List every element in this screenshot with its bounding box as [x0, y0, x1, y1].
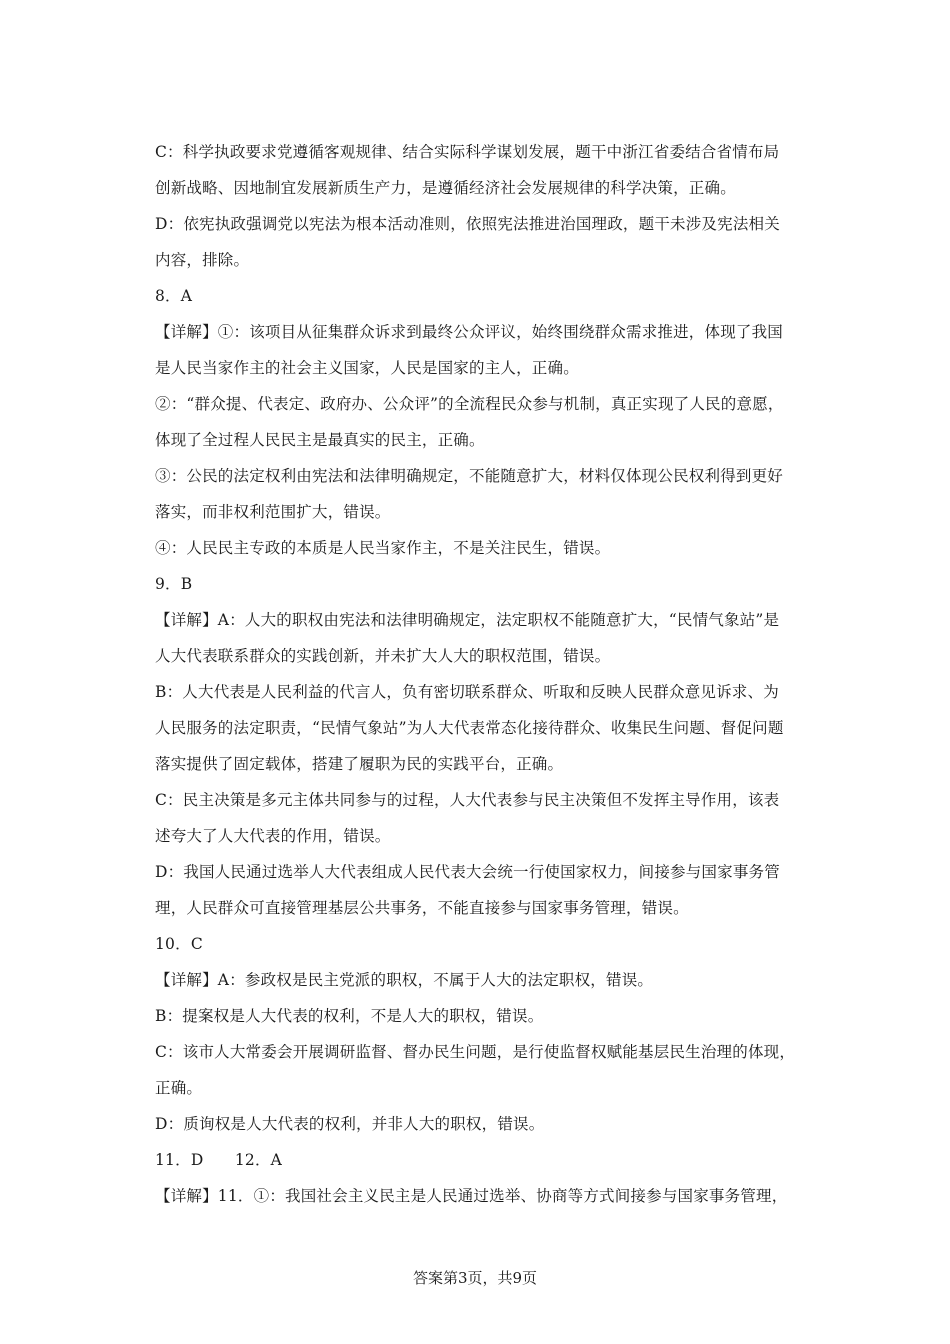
text-line: 【详解】A：参政权是民主党派的职权，不属于人大的法定职权，错误。 [155, 971, 654, 989]
text-line: 【详解】A：人大的职权由宪法和法律明确规定，法定职权不能随意扩大，“民情气象站”是 [155, 611, 780, 629]
text-line: ④：人民民主专政的本质是人民当家作主，不是关注民生，错误。 [155, 539, 611, 557]
text-line: 落实，而非权利范围扩大，错误。 [155, 503, 391, 521]
text-line: C：该市人大常委会开展调研监督、督办民生问题，是行使监督权赋能基层民生治理的体现， [155, 1043, 796, 1061]
text-line: C：民主决策是多元主体共同参与的过程，人大代表参与民主决策但不发挥主导作用，该表 [155, 791, 780, 809]
text-line: D：我国人民通过选举人大代表组成人民代表大会统一行使国家权力，间接参与国家事务管 [155, 863, 780, 881]
text-line: 【详解】11．①：我国社会主义民主是人民通过选举、协商等方式间接参与国家事务管理， [155, 1187, 788, 1205]
text-line: D：依宪执政强调党以宪法为根本活动准则，依照宪法推进治国理政，题干未涉及宪法相关 [155, 215, 780, 233]
question-answer-10: 10．C [155, 935, 203, 953]
question-answer-9: 9．B [155, 575, 193, 593]
text-line: B：人大代表是人民利益的代言人，负有密切联系群众、听取和反映人民群众意见诉求、为 [155, 683, 779, 701]
text-line: 是人民当家作主的社会主义国家，人民是国家的主人，正确。 [155, 359, 579, 377]
answer-text-block [155, 134, 800, 1214]
text-line: 人民服务的法定职责，“民情气象站”为人大代表常态化接待群众、收集民生问题、督促问题 [155, 719, 784, 737]
text-line: ②：“群众提、代表定、政府办、公众评”的全流程民众参与机制，真正实现了人民的意愿， [155, 395, 784, 413]
question-answer-11-12: 11．D 12．A [155, 1151, 283, 1169]
text-line: 落实提供了固定载体，搭建了履职为民的实践平台，正确。 [155, 755, 564, 773]
text-line: 正确。 [155, 1079, 203, 1097]
text-line: 内容，排除。 [155, 251, 250, 269]
question-answer-8: 8．A [155, 287, 193, 305]
text-line: C：科学执政要求党遵循客观规律、结合实际科学谋划发展，题干中浙江省委结合省情布局 [155, 143, 780, 161]
text-line: B：提案权是人大代表的权利，不是人大的职权，错误。 [155, 1007, 544, 1025]
text-line: 【详解】①：该项目从征集群众诉求到最终公众评议，始终围绕群众需求推进，体现了我国 [155, 323, 784, 341]
text-line: ③：公民的法定权利由宪法和法律明确规定，不能随意扩大，材料仅体现公民权利得到更好 [155, 467, 784, 485]
text-line: D：质询权是人大代表的权利，并非人大的职权，错误。 [155, 1115, 545, 1133]
text-line: 人大代表联系群众的实践创新，并未扩大人大的职权范围，错误。 [155, 647, 611, 665]
text-line: 创新战略、因地制宜发展新质生产力，是遵循经济社会发展规律的科学决策，正确。 [155, 179, 736, 197]
text-line: 理，人民群众可直接管理基层公共事务，不能直接参与国家事务管理，错误。 [155, 899, 689, 917]
text-line: 体现了全过程人民民主是最真实的民主，正确。 [155, 431, 485, 449]
page-footer: 答案第3页，共9页 [412, 1269, 538, 1287]
text-line: 述夸大了人大代表的作用，错误。 [155, 827, 391, 845]
